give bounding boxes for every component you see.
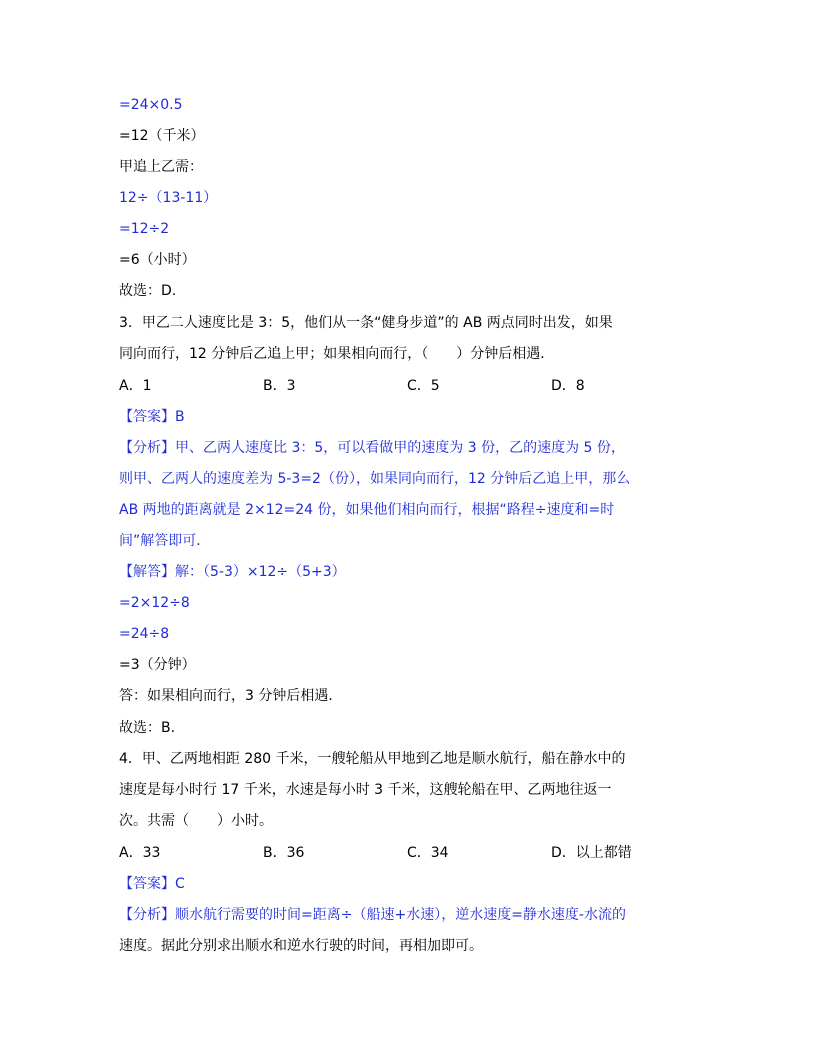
question-4-cont: 次。共需（ ）小时。 (119, 813, 273, 829)
analysis-line: 间”解答即可． (119, 533, 211, 549)
analysis-line: 则甲、乙两人的速度差为 5-3=2（份），如果同向而行，12 分钟后乙追上甲，那么 (119, 471, 631, 487)
answer-label: 【答案】C (119, 876, 185, 892)
option-b: B．3 (263, 378, 296, 394)
question-3: 3．甲乙二人速度比是 3：5，他们从一条“健身步道”的 AB 两点同时出发，如果 (119, 315, 613, 331)
option-a: A．33 (119, 845, 161, 861)
analysis-line: 【分析】甲、乙两人速度比 3：5，可以看做甲的速度为 3 份，乙的速度为 5 份， (119, 440, 625, 456)
text-line: 故选：D. (119, 283, 177, 299)
text-line: =6（小时） (119, 252, 196, 268)
solution-line: 【解答】解：（5-3）×12÷（5+3） (119, 564, 346, 580)
option-a: A．1 (119, 378, 152, 394)
text-line: 12÷（13-11） (119, 190, 218, 206)
answer-label: 【答案】B (119, 409, 185, 425)
choice-line: 故选：B. (119, 720, 176, 736)
analysis-line: AB 两地的距离就是 2×12=24 份，如果他们相向而行，根据“路程÷速度和=时 (119, 502, 615, 518)
text-line: 甲追上乙需： (119, 159, 203, 175)
option-c: C．34 (407, 845, 449, 861)
analysis-line: 【分析】顺水航行需要的时间=距离÷（船速+水速），逆水速度=静水速度-水流的 (119, 907, 626, 923)
option-c: C．5 (407, 378, 440, 394)
analysis-line: 速度。据此分别求出顺水和逆水行驶的时间，再相加即可。 (119, 938, 483, 954)
option-d: D．8 (551, 378, 585, 394)
solution-line: =3（分钟） (119, 657, 196, 673)
option-d: D．以上都错 (551, 845, 632, 861)
solution-line: =24÷8 (119, 626, 170, 642)
solution-line: 答：如果相向而行，3 分钟后相遇． (119, 688, 343, 704)
question-3-cont: 同向而行，12 分钟后乙追上甲；如果相向而行，（ ）分钟后相遇． (119, 346, 555, 362)
question-4: 4．甲、乙两地相距 280 千米，一艘轮船从甲地到乙地是顺水航行，船在静水中的 (119, 751, 626, 767)
question-4-cont: 速度是每小时行 17 千米，水速是每小时 3 千米，这艘轮船在甲、乙两地往返一 (119, 782, 612, 798)
text-line: =12÷2 (119, 221, 170, 237)
text-line: =12（千米） (119, 128, 205, 144)
option-b: B．36 (263, 845, 305, 861)
text-line: =24×0.5 (119, 97, 183, 113)
solution-line: =2×12÷8 (119, 595, 190, 611)
